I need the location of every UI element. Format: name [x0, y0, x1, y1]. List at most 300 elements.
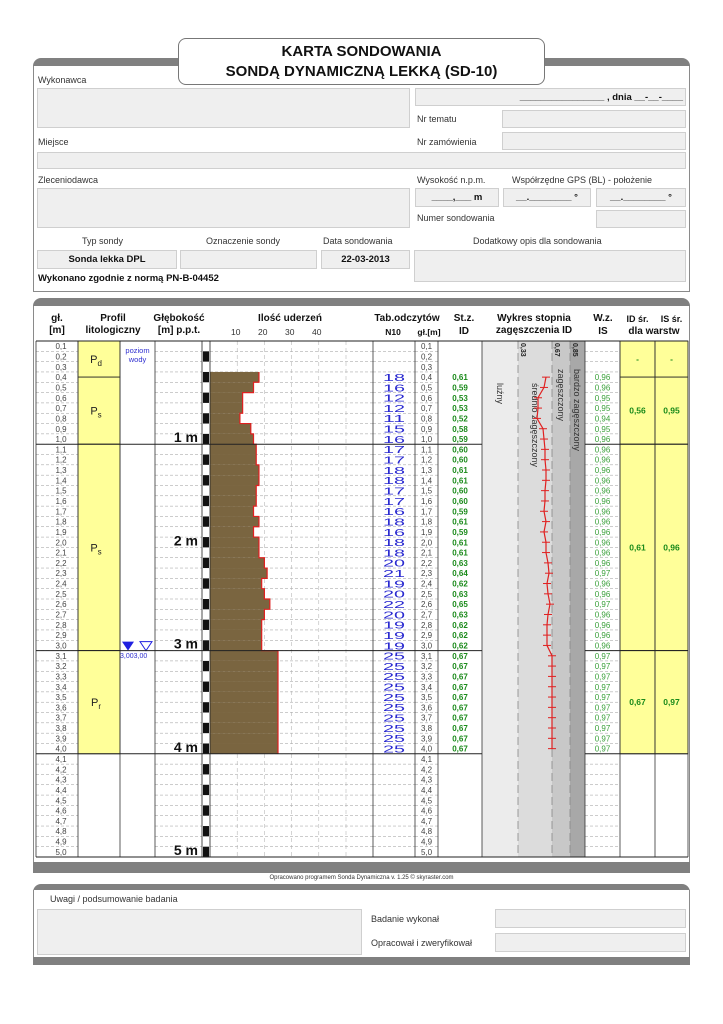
- depth-label: 3,5: [55, 693, 67, 703]
- reading-depth-label: 0,3: [420, 362, 433, 372]
- is-value: 0,96: [594, 527, 611, 537]
- depth-label: 1,4: [55, 476, 67, 486]
- id-value: 0,59: [452, 435, 468, 445]
- reading-depth-label: 0,5: [420, 383, 433, 393]
- id-value: 0,60: [452, 455, 468, 465]
- zone-threshold-label: 0,85: [571, 343, 578, 357]
- depth-label: 5,0: [55, 847, 67, 857]
- depth-tape-segment: [203, 764, 209, 774]
- blow-bar: [210, 713, 278, 723]
- depth-tape-segment: [203, 537, 209, 547]
- remarks-panel-bottom-bar: [33, 957, 690, 965]
- id-value: 0,60: [452, 445, 468, 455]
- zone-loose: [482, 341, 518, 857]
- depth-tape-segment: [203, 743, 209, 753]
- n10-value: 11: [383, 414, 406, 426]
- reading-depth-label: 1,8: [420, 517, 433, 527]
- gps-label: Współrzędne GPS (BL) - położenie: [512, 175, 653, 185]
- blow-bar: [210, 568, 267, 578]
- depth-tape-segment: [203, 847, 209, 857]
- depth-label: 0,9: [55, 424, 67, 434]
- depth-label: 0,7: [55, 404, 67, 414]
- hdr-n10: N10: [385, 327, 401, 337]
- reading-depth-label: 0,7: [420, 404, 433, 414]
- depth-mark-label: 2 m: [173, 532, 198, 549]
- water-level-value: 3,003,00: [120, 653, 148, 660]
- n10-value: 17: [383, 445, 406, 457]
- reading-depth-label: 1,2: [420, 455, 433, 465]
- depth-tape-segment: [203, 372, 209, 382]
- blow-bar: [210, 382, 254, 392]
- depth-label: 0,5: [55, 383, 67, 393]
- zone-label: luźny: [495, 383, 505, 405]
- title-line-2: SONDĄ DYNAMICZNĄ LEKKĄ (SD-10): [225, 63, 498, 80]
- is-value: 0,97: [594, 662, 611, 672]
- layer-symbol-sub: s: [97, 410, 102, 420]
- reading-depth-label: 4,0: [420, 744, 433, 754]
- hdr-profile-line-1: Profil: [100, 313, 126, 324]
- credit-text: Opracowano programem Sonda Dynamiczna v. 1.25 © skyraster.com: [269, 875, 454, 881]
- reading-depth-label: 4,9: [420, 837, 433, 847]
- reading-depth-label: 4,4: [420, 785, 433, 795]
- depth-tape-segment: [203, 826, 209, 836]
- reading-depth-label: 2,5: [420, 589, 433, 599]
- date-line: ________________ , dnia __-__-____: [519, 91, 683, 103]
- probe-type-value: Sonda lekka DPL: [68, 254, 146, 265]
- n10-value: 25: [383, 682, 406, 694]
- is-value: 0,97: [594, 672, 611, 682]
- depth-label: 3,6: [55, 703, 67, 713]
- depth-label: 2,7: [55, 610, 67, 620]
- blow-bar: [210, 455, 256, 465]
- is-value: 0,96: [594, 373, 611, 383]
- depth-label: 4,3: [55, 775, 67, 785]
- n10-value: 15: [383, 424, 406, 436]
- id-value: 0,53: [452, 393, 468, 403]
- n10-value: 25: [383, 713, 406, 725]
- blow-bar: [210, 692, 278, 702]
- blow-bar: [210, 434, 254, 444]
- is-value: 0,97: [594, 651, 611, 661]
- norm-text: Wykonano zgodnie z normą PN-B-04452: [38, 273, 219, 284]
- n10-value: 25: [383, 651, 406, 663]
- blow-bar: [210, 465, 259, 475]
- blow-bar: [210, 558, 264, 568]
- n10-value: 18: [383, 517, 406, 529]
- id-value: 0,62: [452, 641, 468, 651]
- layer-is-avg: 0,96: [663, 542, 680, 553]
- probe-date-value: 22-03-2013: [341, 254, 390, 265]
- id-value: 0,67: [452, 682, 468, 692]
- depth-label: 4,7: [55, 816, 67, 826]
- n10-value: 18: [383, 476, 406, 488]
- zone-label: bardzo zagęszczony: [572, 369, 582, 452]
- blow-tick-20: 20: [258, 327, 268, 337]
- reading-depth-label: 2,6: [420, 600, 433, 610]
- layer-is-avg: -: [670, 354, 673, 365]
- depth-label: 2,6: [55, 600, 67, 610]
- id-value: 0,61: [452, 476, 468, 486]
- reading-depth-label: 4,1: [420, 755, 433, 764]
- hdr-stz: St.z.: [453, 313, 475, 324]
- extra-desc-label: Dodatkowy opis dla sondowania: [473, 236, 602, 246]
- is-value: 0,96: [594, 455, 611, 465]
- n10-value: 20: [383, 589, 406, 601]
- water-level-measured-icon: [122, 642, 134, 651]
- depth-tape-segment: [203, 475, 209, 485]
- elevation-value: ____,___ m: [431, 192, 483, 203]
- zone-label: średnio zagęszczony: [530, 383, 540, 468]
- reading-depth-label: 2,9: [420, 631, 433, 641]
- is-value: 0,96: [594, 631, 611, 641]
- remarks-field[interactable]: [37, 909, 362, 955]
- depth-mark-label: 3 m: [173, 635, 198, 652]
- performed-by-label: Badanie wykonał: [371, 914, 440, 924]
- reading-depth-label: 3,1: [420, 651, 433, 661]
- id-value: 0,62: [452, 631, 468, 641]
- is-value: 0,96: [594, 383, 611, 393]
- is-value: 0,95: [594, 404, 611, 414]
- id-value: 0,67: [452, 672, 468, 682]
- blow-bar: [210, 723, 278, 733]
- depth-label: 2,1: [55, 548, 67, 558]
- is-value: 0,97: [594, 734, 611, 744]
- hdr-profile-line-2: litologiczny: [85, 325, 141, 336]
- is-value: 0,97: [594, 693, 611, 703]
- blow-bar: [210, 485, 256, 495]
- blow-bar: [210, 413, 240, 423]
- blow-bar: [210, 424, 251, 434]
- depth-tape-segment: [203, 434, 209, 444]
- n10-value: 18: [383, 538, 406, 550]
- blow-bar: [210, 403, 243, 413]
- is-value: 0,96: [594, 435, 611, 445]
- hdr-id-avg: ID śr.: [626, 314, 649, 324]
- reading-depth-label: 2,8: [420, 620, 433, 630]
- reading-depth-label: 0,4: [420, 373, 433, 383]
- blow-bar: [210, 475, 259, 485]
- reading-depth-label: 0,6: [420, 393, 433, 403]
- blow-bar: [210, 630, 262, 640]
- reading-depth-label: 1,0: [420, 435, 433, 445]
- id-value: 0,63: [452, 589, 468, 599]
- reading-depth-label: 0,9: [420, 424, 433, 434]
- is-value: 0,96: [594, 517, 611, 527]
- depth-label: 3,0: [55, 641, 67, 651]
- is-value: 0,97: [594, 703, 611, 713]
- depth-tape-segment: [203, 805, 209, 815]
- is-value: 0,95: [594, 424, 611, 434]
- layer-symbol: $P_s$: [90, 542, 102, 557]
- hdr-is: IS: [598, 326, 608, 337]
- is-value: 0,96: [594, 476, 611, 486]
- is-value: 0,97: [594, 569, 611, 579]
- depth-label: 1,6: [55, 497, 67, 506]
- gps-l-value: __.________ °: [610, 192, 672, 203]
- id-value: 0,61: [452, 548, 468, 558]
- reading-depth-label: 3,9: [420, 734, 433, 744]
- hdr-depth-line-1: gł.: [51, 313, 63, 324]
- blow-bar: [210, 651, 278, 661]
- reading-depth-label: 2,3: [420, 569, 433, 579]
- depth-label: 4,6: [55, 806, 67, 816]
- depth-label: 4,5: [55, 796, 67, 806]
- reading-depth-label: 3,6: [420, 703, 433, 713]
- blow-bar: [210, 640, 262, 650]
- performed-by-field[interactable]: [495, 909, 686, 928]
- layer-id-avg: 0,61: [629, 542, 646, 553]
- layer-symbol-sub: r: [98, 702, 102, 712]
- depth-label: 4,1: [55, 755, 67, 764]
- reading-depth-label: 4,2: [420, 765, 433, 775]
- probe-mark-label: Oznaczenie sondy: [206, 236, 281, 246]
- n10-value: 12: [383, 393, 406, 405]
- depth-tape-segment: [203, 661, 209, 671]
- hdr-is-avg: IS śr.: [660, 314, 683, 324]
- gps-b-value: __.________ °: [516, 192, 578, 203]
- id-value: 0,64: [452, 569, 468, 579]
- depth-tape-segment: [203, 702, 209, 712]
- blow-bar: [210, 393, 243, 403]
- blow-bar: [210, 671, 278, 681]
- blow-bar: [210, 496, 256, 506]
- reading-depth-label: 5,0: [420, 847, 433, 857]
- is-value: 0,97: [594, 600, 611, 610]
- zone-threshold-label: 0,33: [519, 343, 526, 357]
- reading-depth-label: 2,1: [420, 548, 433, 558]
- order-no-label: Nr zamówienia: [417, 137, 477, 147]
- depth-tape-segment: [203, 578, 209, 588]
- id-value: 0,61: [452, 517, 468, 527]
- depth-label: 4,0: [55, 744, 67, 754]
- blow-bar: [210, 599, 270, 609]
- n10-value: 16: [383, 507, 406, 519]
- depth-label: 1,0: [55, 435, 67, 445]
- blow-bar: [210, 506, 254, 516]
- is-value: 0,96: [594, 620, 611, 630]
- probe-date-label: Data sondowania: [323, 236, 393, 246]
- depth-label: 0,4: [55, 373, 67, 383]
- blow-bar: [210, 733, 278, 743]
- is-value: 0,94: [594, 414, 611, 424]
- depth-label: 1,5: [55, 486, 67, 496]
- id-value: 0,61: [452, 466, 468, 476]
- n10-value: 25: [383, 692, 406, 704]
- reading-depth-label: 0,1: [420, 342, 433, 352]
- verified-by-label: Opracował i zweryfikował: [371, 938, 473, 948]
- id-value: 0,59: [452, 383, 468, 393]
- layer-symbol: $P_r$: [90, 697, 102, 712]
- depth-label: 1,9: [55, 527, 67, 537]
- id-value: 0,59: [452, 507, 468, 517]
- n10-value: 19: [383, 641, 406, 653]
- blow-tick-10: 10: [231, 327, 241, 337]
- id-value: 0,58: [452, 424, 468, 434]
- is-value: 0,96: [594, 589, 611, 599]
- n10-value: 25: [383, 661, 406, 673]
- id-value: 0,67: [452, 713, 468, 723]
- n10-value: 19: [383, 630, 406, 642]
- layer-symbol: $P_s$: [90, 405, 102, 420]
- depth-label: 1,2: [55, 455, 67, 465]
- probe-no-label: Numer sondowania: [417, 213, 495, 223]
- blow-bar: [210, 620, 262, 630]
- n10-value: 17: [383, 496, 406, 508]
- id-value: 0,67: [452, 651, 468, 661]
- is-value: 0,96: [594, 486, 611, 496]
- depth-tape-segment: [203, 351, 209, 361]
- is-value: 0,97: [594, 713, 611, 723]
- water-label-line-2: wody: [128, 355, 147, 364]
- depth-label: 1,3: [55, 466, 67, 476]
- place-label: Miejsce: [38, 137, 69, 147]
- reading-depth-label: 2,4: [420, 579, 433, 589]
- reading-depth-label: 1,4: [420, 476, 433, 486]
- blow-bar: [210, 682, 278, 692]
- depth-label: 4,4: [55, 785, 67, 795]
- is-value: 0,96: [594, 610, 611, 620]
- depth-label: 4,9: [55, 837, 67, 847]
- id-value: 0,67: [452, 662, 468, 672]
- id-value: 0,63: [452, 610, 468, 620]
- is-value: 0,97: [594, 744, 611, 754]
- depth-tape-segment: [203, 723, 209, 733]
- id-value: 0,52: [452, 414, 468, 424]
- depth-label: 1,7: [55, 507, 67, 517]
- hdr-depth-ppt-line-1: Głębokość: [153, 313, 205, 324]
- depth-label: 3,9: [55, 734, 67, 744]
- id-value: 0,67: [452, 744, 468, 754]
- depth-label: 0,8: [55, 414, 67, 424]
- layer-symbol-sub: d: [97, 359, 102, 369]
- reading-depth-label: 3,2: [420, 662, 433, 672]
- layer-symbol: $P_d$: [90, 354, 102, 369]
- n10-value: 17: [383, 455, 406, 467]
- is-value: 0,96: [594, 579, 611, 589]
- layer-is-avg: 0,97: [663, 697, 680, 708]
- blow-bar: [210, 609, 264, 619]
- is-value: 0,96: [594, 641, 611, 651]
- id-value: 0,62: [452, 620, 468, 630]
- depth-label: 2,5: [55, 589, 67, 599]
- depth-label: 2,3: [55, 569, 67, 579]
- depth-label: 3,4: [55, 682, 67, 692]
- is-value: 0,97: [594, 682, 611, 692]
- reading-depth-label: 1,6: [420, 497, 433, 506]
- blow-bar: [210, 589, 264, 599]
- n10-value: 19: [383, 620, 406, 632]
- verified-by-field[interactable]: [495, 933, 686, 952]
- id-value: 0,60: [452, 486, 468, 496]
- reading-depth-label: 4,5: [420, 796, 433, 806]
- depth-tape-segment: [203, 599, 209, 609]
- depth-tape-segment: [203, 640, 209, 650]
- depth-label: 4,2: [55, 765, 67, 775]
- client-label: Zleceniodawca: [38, 175, 99, 185]
- blow-bar: [210, 702, 278, 712]
- n10-value: 25: [383, 744, 406, 756]
- is-value: 0,96: [594, 558, 611, 568]
- is-value: 0,96: [594, 538, 611, 548]
- reading-depth-label: 2,2: [420, 558, 433, 568]
- water-label: [120, 346, 155, 364]
- reading-depth-label: 1,9: [420, 527, 433, 537]
- n10-value: 25: [383, 723, 406, 735]
- reading-depth-label: 3,3: [420, 672, 433, 682]
- layer-symbol-sub: s: [97, 547, 102, 557]
- n10-value: 18: [383, 372, 406, 384]
- depth-tape-segment: [203, 455, 209, 465]
- id-value: 0,65: [452, 600, 468, 610]
- reading-depth-label: 0,2: [420, 352, 433, 362]
- blow-bar: [210, 547, 259, 557]
- hdr-chart-line-1: Wykres stopnia: [497, 313, 571, 324]
- reading-depth-label: 0,8: [420, 414, 433, 424]
- n10-value: 16: [383, 527, 406, 539]
- elevation-label: Wysokość n.p.m.: [417, 175, 486, 185]
- reading-depth-label: 3,4: [420, 682, 433, 692]
- layer-id-avg: 0,67: [629, 697, 646, 708]
- is-value: 0,96: [594, 497, 611, 506]
- reading-depth-label: 4,7: [420, 816, 433, 826]
- hdr-readings: Tab.odczytów: [374, 313, 440, 324]
- hdr-for-layers: dla warstw: [628, 326, 680, 337]
- layer-is-avg: 0,95: [663, 405, 680, 416]
- id-value: 0,62: [452, 579, 468, 589]
- id-value: 0,67: [452, 724, 468, 734]
- n10-value: 17: [383, 486, 406, 498]
- depth-mark-label: 4 m: [173, 738, 198, 755]
- depth-label: 2,9: [55, 631, 67, 641]
- reading-depth-label: 3,5: [420, 693, 433, 703]
- n10-value: 18: [383, 548, 406, 560]
- depth-label: 4,8: [55, 827, 67, 837]
- depth-tape-segment: [203, 558, 209, 568]
- depth-mark-label: 5 m: [173, 842, 198, 858]
- reading-depth-label: 4,8: [420, 827, 433, 837]
- water-label-line-1: poziom: [125, 346, 150, 355]
- reading-depth-label: 2,0: [420, 538, 433, 548]
- layer-id-avg: -: [636, 354, 639, 365]
- depth-label: 2,8: [55, 620, 67, 630]
- depth-label: 2,4: [55, 579, 67, 589]
- id-value: 0,59: [452, 527, 468, 537]
- hdr-id: ID: [459, 326, 469, 337]
- reading-depth-label: 1,1: [420, 445, 433, 455]
- depth-label: 1,1: [55, 445, 67, 455]
- depth-label: 0,1: [55, 342, 67, 352]
- n10-value: 25: [383, 703, 406, 715]
- n10-value: 18: [383, 465, 406, 477]
- n10-value: 25: [383, 672, 406, 684]
- reading-depth-label: 1,7: [420, 507, 433, 517]
- zone-label: zagęszczony: [556, 369, 566, 422]
- depth-label: 0,6: [55, 393, 67, 403]
- is-value: 0,97: [594, 724, 611, 734]
- id-value: 0,67: [452, 703, 468, 713]
- depth-label: 2,2: [55, 558, 67, 568]
- depth-tape-segment: [203, 785, 209, 795]
- depth-tape-segment: [203, 393, 209, 403]
- remarks-label: Uwagi / podsumowanie badania: [50, 894, 178, 904]
- n10-value: 20: [383, 558, 406, 570]
- id-value: 0,61: [452, 373, 468, 383]
- probe-type-label: Typ sondy: [82, 236, 124, 246]
- hdr-wz: W.z.: [593, 313, 613, 324]
- hdr-gl-m: gł.[m]: [417, 327, 441, 337]
- water-level-stabilized-icon: [140, 642, 152, 651]
- depth-tape-segment: [203, 620, 209, 630]
